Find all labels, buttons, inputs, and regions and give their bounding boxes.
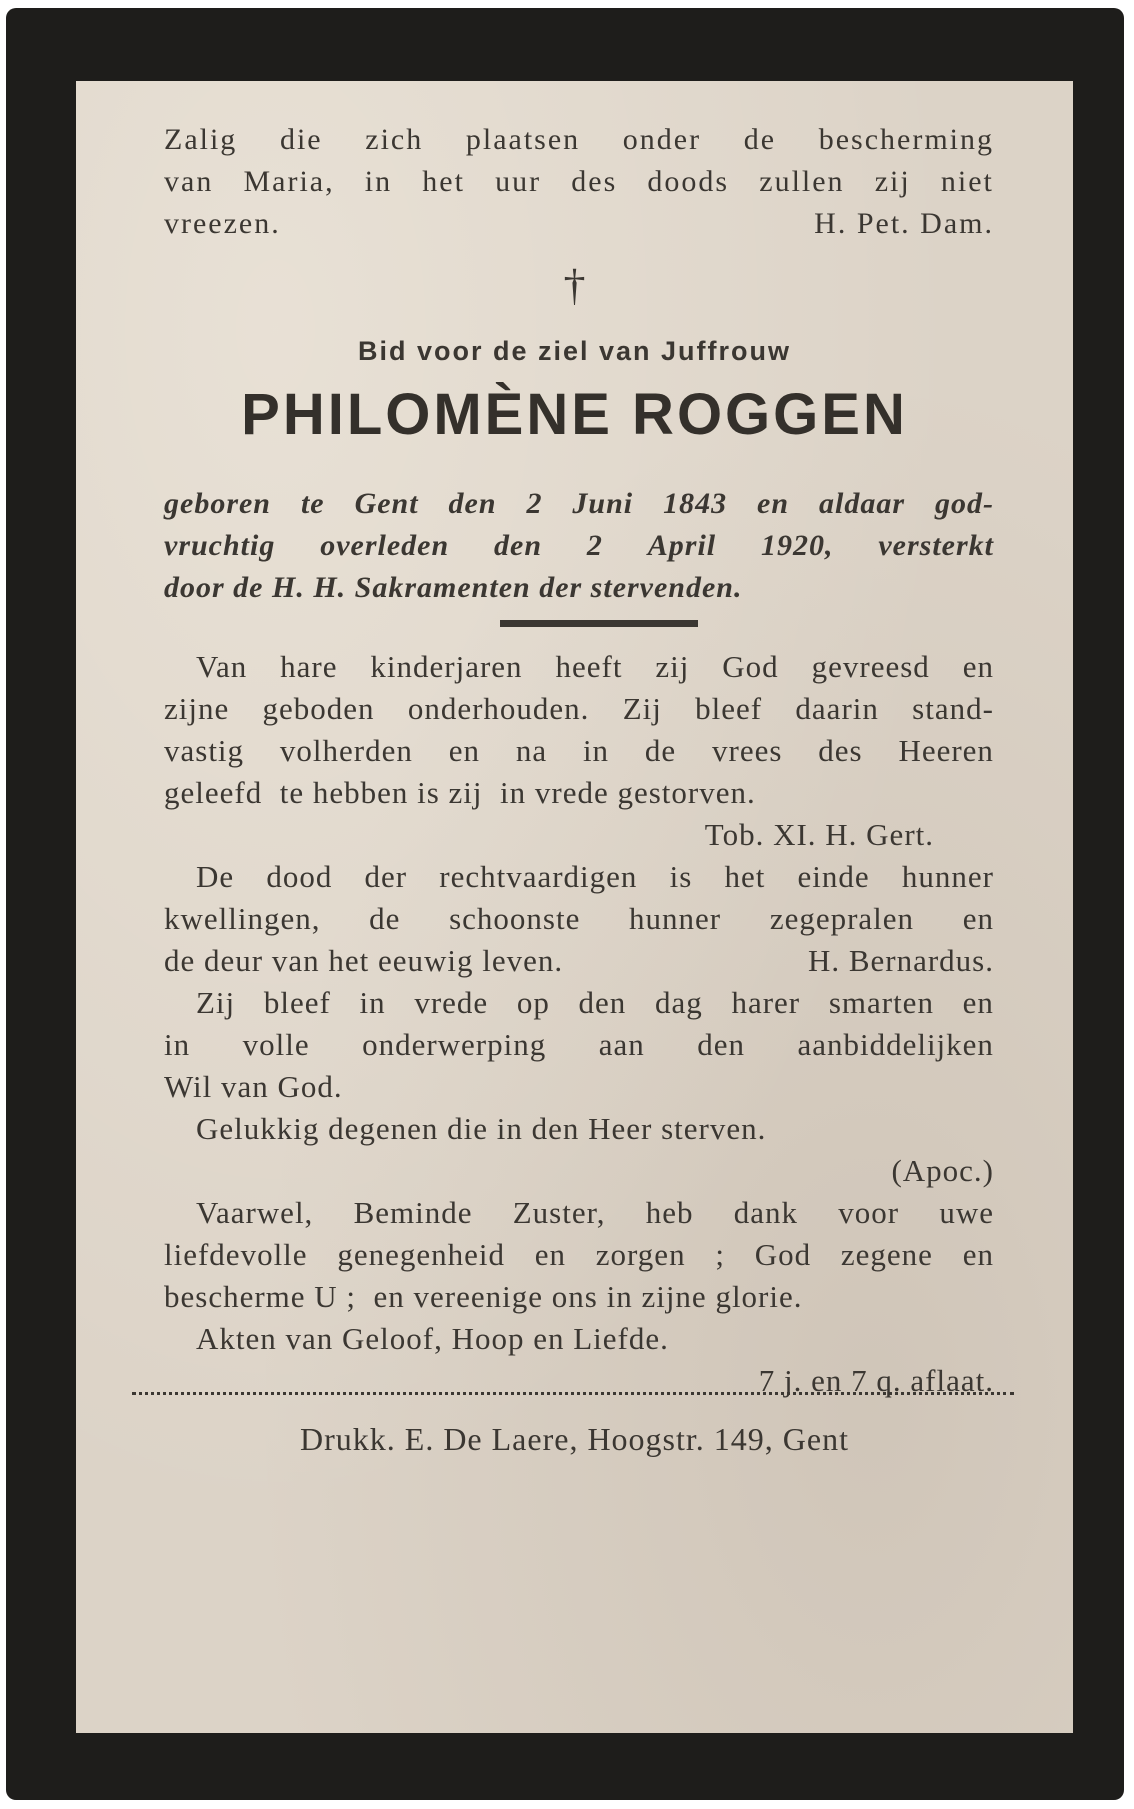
word: uur [495, 165, 542, 198]
word: het [422, 165, 465, 198]
word: in [164, 1027, 191, 1062]
word: onderhouden. [407, 691, 590, 726]
word: daarin [795, 691, 879, 726]
word: Zalig [164, 123, 238, 156]
epigraph-end: vreezen. [164, 207, 281, 240]
text-line [164, 940, 994, 982]
word: het [724, 859, 766, 894]
word: Zij [622, 691, 662, 726]
text-segment: de deur van het eeuwig leven. [164, 943, 564, 978]
word: zich [365, 123, 424, 156]
text-line: Gelukkig degenen die in den Heer sterven. [196, 1111, 767, 1146]
word: des [818, 733, 863, 768]
word: te [300, 487, 325, 520]
word: bescherming [818, 123, 994, 156]
indulgence-note: 7 j. en 7 q. aflaat. [758, 1363, 994, 1398]
word: vruchtig [164, 529, 276, 562]
word: gevreesd [811, 649, 930, 684]
word: niet [940, 165, 994, 198]
word: dank [733, 1195, 798, 1230]
word: en [757, 487, 790, 520]
word: Zij [196, 985, 236, 1020]
word: aanbiddelijken [797, 1027, 994, 1062]
prayer-intro: Bid voor de ziel van Juffrouw [357, 336, 792, 366]
word: liefdevolle [164, 1237, 308, 1272]
word: van [164, 165, 214, 198]
word: den [578, 985, 627, 1020]
word: Vaarwel, [196, 1195, 314, 1230]
mourning-card [6, 8, 1124, 1800]
word: des [571, 165, 618, 198]
dates-line [164, 525, 994, 567]
word: einde [797, 859, 870, 894]
word: Heeren [898, 733, 994, 768]
text-line [164, 1024, 994, 1066]
word: Juni [572, 487, 634, 520]
text-line [164, 856, 994, 898]
word: schoonste [449, 901, 581, 936]
word: dood [266, 859, 333, 894]
word: geboren [164, 487, 271, 520]
word: Gent [354, 487, 419, 520]
word: den [448, 487, 497, 520]
word: Maria, [243, 165, 335, 198]
word: plaatsen [465, 123, 581, 156]
word: aan [598, 1027, 645, 1062]
deceased-name: PHILOMÈNE ROGGEN [241, 382, 908, 447]
word: de [369, 901, 401, 936]
word: de [644, 733, 677, 768]
word: De [196, 859, 235, 894]
epigraph-line [164, 203, 994, 245]
text-reference: H. Bernardus. [807, 943, 994, 978]
word: vrees [712, 733, 783, 768]
word: zij [655, 649, 690, 684]
word: zegepralen [769, 901, 915, 936]
text-line: geleefd te hebben is zij in vrede gestorven. [164, 775, 756, 810]
epigraph-line [164, 161, 994, 203]
word: volle [242, 1027, 310, 1062]
word: zegene [840, 1237, 933, 1272]
text-line [164, 982, 994, 1024]
word: zorgen [595, 1237, 686, 1272]
word: zij [874, 165, 911, 198]
printer-imprint: Drukk. E. De Laere, Hoogstr. 149, Gent [300, 1421, 849, 1457]
word: die [279, 123, 323, 156]
dates-line [164, 483, 994, 525]
word: hunner [901, 859, 994, 894]
word: smarten [828, 985, 934, 1020]
word: uwe [939, 1195, 994, 1230]
word: Beminde [353, 1195, 473, 1230]
word: in [364, 165, 393, 198]
life-dates [164, 483, 994, 609]
word: God [754, 1237, 812, 1272]
text-line [164, 898, 994, 940]
word: God [722, 649, 779, 684]
word: bleef [263, 985, 331, 1020]
word: stand- [912, 691, 994, 726]
word: op [516, 985, 550, 1020]
word: 2 [526, 487, 543, 520]
word: en [962, 985, 994, 1020]
card-paper [76, 81, 1073, 1733]
word: vrede [414, 985, 489, 1020]
word: en [962, 649, 994, 684]
word: zullen [759, 165, 845, 198]
text-reference: (Apoc.) [891, 1153, 994, 1188]
memorial-text [164, 646, 994, 1402]
word: den [697, 1027, 745, 1062]
word: geboden [262, 691, 375, 726]
word: onderwerping [362, 1027, 547, 1062]
word: hunner [629, 901, 722, 936]
word: en [534, 1237, 567, 1272]
word: rechtvaardigen [439, 859, 638, 894]
word: heeft [555, 649, 623, 684]
word: is [669, 859, 693, 894]
word: versterkt [878, 529, 994, 562]
word: dag [655, 985, 703, 1020]
word: 1920, [760, 529, 834, 562]
text-line [164, 730, 994, 772]
cross-icon: † [563, 261, 586, 310]
word: heb [645, 1195, 694, 1230]
word: en [448, 733, 480, 768]
epigraph [164, 119, 994, 245]
text-line [164, 646, 994, 688]
word: kinderjaren [370, 649, 523, 684]
epigraph-attribution: H. Pet. Dam. [814, 207, 994, 240]
word: en [962, 901, 994, 936]
word: ; [715, 1237, 725, 1272]
dotted-divider [132, 1392, 1014, 1395]
word: in [359, 985, 386, 1020]
word: na [515, 733, 548, 768]
word: genegenheid [337, 1237, 505, 1272]
word: aldaar [819, 487, 906, 520]
word: bleef [695, 691, 763, 726]
word: April [647, 529, 717, 562]
word: Van [196, 649, 248, 684]
word: doods [647, 165, 730, 198]
text-reference: Tob. XI. H. Gert. [704, 817, 934, 852]
text-line [164, 1192, 994, 1234]
word: hare [280, 649, 338, 684]
word: voor [838, 1195, 900, 1230]
epigraph-line [164, 119, 994, 161]
dates-line: door de H. H. Sakramenten der stervenden. [164, 571, 743, 604]
text-line: Akten van Geloof, Hoop en Liefde. [196, 1321, 669, 1356]
text-line [164, 1234, 994, 1276]
divider-rule [500, 620, 698, 627]
word: vastig [164, 733, 245, 768]
word: den [494, 529, 543, 562]
text-line [164, 688, 994, 730]
word: Zuster, [512, 1195, 606, 1230]
word: onder [622, 123, 702, 156]
text-line: Wil van God. [164, 1069, 343, 1104]
word: zijne [164, 691, 230, 726]
word: der [364, 859, 408, 894]
text-line: bescherme U ; en vereenige ons in zijne glorie. [164, 1279, 803, 1314]
word: in [582, 733, 610, 768]
word: 2 [586, 529, 603, 562]
word: volherden [279, 733, 413, 768]
word: harer [731, 985, 801, 1020]
word: de [743, 123, 777, 156]
word: 1843 [663, 487, 728, 520]
word: god- [934, 487, 994, 520]
word: en [962, 1237, 994, 1272]
word: kwellingen, [164, 901, 321, 936]
word: overleden [320, 529, 450, 562]
